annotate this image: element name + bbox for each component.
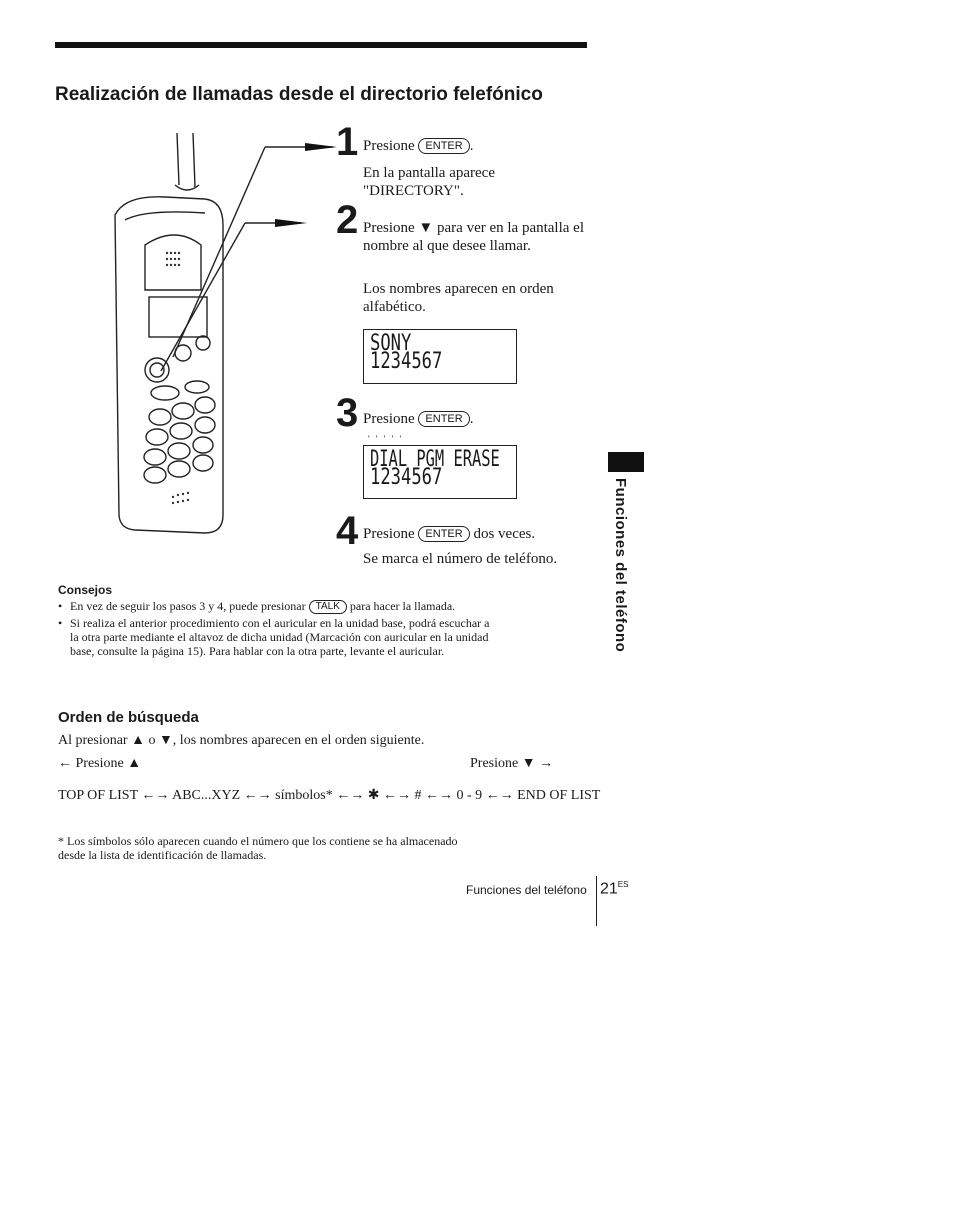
step-2-number: 2 bbox=[336, 198, 359, 242]
step-4-verb: Presione bbox=[363, 526, 415, 542]
step-1-note: En la pantalla aparece "DIRECTORY". bbox=[363, 165, 495, 199]
lcd-display-2 bbox=[363, 434, 517, 499]
handset-illustration bbox=[105, 125, 345, 545]
section-tab-marker bbox=[608, 452, 644, 472]
tips-heading: Consejos bbox=[58, 583, 113, 597]
lcd-display-1 bbox=[363, 329, 517, 384]
page-number-value: 21 bbox=[600, 880, 618, 898]
step-4-note: Se marca el número de teléfono. bbox=[363, 551, 558, 567]
step-1-after: . bbox=[469, 138, 474, 154]
step-4-after: dos veces. bbox=[473, 526, 536, 542]
enter-key-icon: ENTER bbox=[418, 411, 469, 427]
page-language: ES bbox=[617, 880, 629, 889]
lcd-2-line-1: DIAL PGM ERASE bbox=[370, 447, 500, 472]
step-1-verb: Presione bbox=[363, 138, 415, 154]
section-title: Realización de llamadas desde el directorio felefónico bbox=[55, 84, 543, 105]
step-2-note: Los nombres aparecen en orden alfabético. bbox=[363, 281, 554, 315]
enter-key-icon: ENTER bbox=[418, 138, 469, 154]
search-left-label: ← Presione ▲ bbox=[58, 756, 142, 771]
blink-marks-icon: ' ' ' ' ' bbox=[368, 434, 404, 444]
step-3-verb: Presione bbox=[363, 411, 415, 427]
enter-key-icon: ENTER bbox=[418, 526, 469, 542]
step-3-number: 3 bbox=[336, 391, 359, 435]
search-right-label: Presione ▼ → bbox=[470, 756, 554, 771]
tips-list bbox=[58, 599, 498, 660]
talk-key-icon: TALK bbox=[309, 600, 347, 614]
footnote: * Los símbolos sólo aparecen cuando el número que los contiene se ha almacenado desde la lista de identificación de llamadas. bbox=[58, 834, 458, 862]
tip-1-after: para hacer la llamada. bbox=[349, 599, 456, 613]
step-2-text: Presione ▼ para ver en la pantalla el nombre al que desee llamar. bbox=[363, 220, 585, 254]
footer-section: Funciones del teléfono bbox=[466, 883, 587, 897]
page-number bbox=[600, 880, 628, 898]
lcd-2-line-2: 1234567 bbox=[370, 465, 443, 490]
tip-1-before: En vez de seguir los pasos 3 y 4, puede presionar bbox=[70, 599, 306, 613]
step-1-number: 1 bbox=[336, 120, 359, 164]
lcd-1-line-1: SONY bbox=[370, 331, 412, 356]
lcd-1-line-2: 1234567 bbox=[370, 349, 443, 374]
tip-item: • Si realiza el anterior procedimiento con el auricular en la unidad base, podrá escuchar a la otra parte mediante el altavoz de dicha unidad (Marcación con auricular en la unidad base, consulte la página 15). Para hablar con la otra parte, levante el auricular. bbox=[58, 616, 498, 658]
step-4-number: 4 bbox=[336, 509, 359, 553]
footer-divider bbox=[596, 876, 597, 926]
step-3-after: . bbox=[469, 411, 474, 427]
step-1-text bbox=[363, 137, 473, 155]
search-order-heading: Orden de búsqueda bbox=[58, 709, 199, 726]
step-4-text bbox=[363, 525, 535, 543]
top-rule bbox=[55, 42, 587, 48]
search-order-intro: Al presionar ▲ o ▼, los nombres aparecen en el orden siguiente. bbox=[58, 733, 425, 748]
search-sequence: TOP OF LIST ←→ ABC...XYZ ←→ símbolos* ←→ ✱ ←→ # ←→ 0 - 9 ←→ END OF LIST bbox=[58, 788, 601, 803]
step-3-text bbox=[363, 410, 473, 428]
tip-item bbox=[58, 599, 498, 614]
side-tab-label: Funciones del teléfono bbox=[612, 478, 629, 653]
